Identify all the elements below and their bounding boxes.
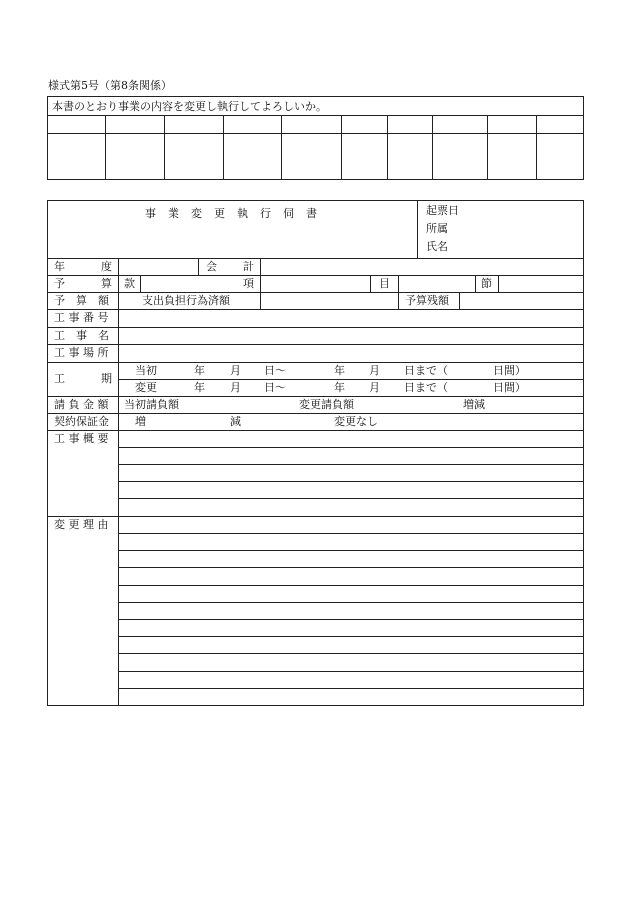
approval-table [47, 96, 584, 180]
stamp-cell[interactable] [537, 134, 584, 180]
document-page: 様式第5号（第8条関係） 本書のとおり事業の内容を変更し執行してよろしいか。 事 業 変 更 執 行 伺 書 起票日 所属 氏名 年 度 会 計 予 算 款 項 目 節 予 算 額 支出負担行為済額 予算残額 工 事 番 号 工 事 名 工 事 場 所 工 期 当初 年 月 日～ 年 月 日まで（ 日間） 変更 年 月 日～ 年 月 日まで（ 日間） 請 負 金 額 当初請負額 変更請負額 増減 契約保証金 増 減 変更なし 工 事 概 要 変 更 理 由 [0, 0, 630, 903]
stamp-cell[interactable] [342, 134, 388, 180]
koji-bango-label: 工 事 番 号 [54, 311, 109, 324]
stamp-header-cell[interactable] [433, 116, 488, 134]
koji-mei-label: 工 事 名 [54, 329, 109, 342]
shimei-label: 氏名 [426, 240, 448, 253]
tosho-ukeoi-label: 当初請負額 [124, 398, 179, 411]
moku-label: 目 [379, 277, 390, 290]
stamp-cell[interactable] [224, 134, 282, 180]
yosan-label-1: 予 [54, 277, 65, 290]
stamp-header-cell[interactable] [342, 116, 388, 134]
stamp-header-cell[interactable] [48, 116, 106, 134]
nendo-label-1: 年 [54, 260, 65, 273]
zougen-label: 増減 [463, 398, 485, 411]
yosanzan-label: 予算残額 [405, 294, 449, 307]
keiyaku-hosho-label: 契約保証金 [54, 415, 109, 428]
stamp-cell[interactable] [488, 134, 537, 180]
yosan-label-2: 算 [101, 277, 112, 290]
henko-riyu-label: 変 更 理 由 [54, 518, 109, 531]
kihyobi-label: 起票日 [426, 204, 459, 217]
approval-note: 本書のとおり事業の内容を変更し執行してよろしいか。 [52, 100, 327, 113]
gen-label: 減 [230, 415, 241, 428]
stamp-cell[interactable] [388, 134, 433, 180]
koji-gaiyo-label: 工 事 概 要 [54, 432, 109, 445]
koki-label-1: 工 [54, 372, 65, 385]
henko-nashi-label: 変更なし [334, 415, 378, 428]
koki-label-2: 期 [101, 372, 112, 385]
nendo-label-2: 度 [101, 260, 112, 273]
stamp-header-cell[interactable] [388, 116, 433, 134]
stamp-cell[interactable] [282, 134, 342, 180]
shishutsu-label: 支出負担行為済額 [142, 294, 230, 307]
ukeoi-kingaku-label: 請 負 金 額 [54, 398, 109, 411]
stamp-header-cell[interactable] [224, 116, 282, 134]
henko-ukeoi-label: 変更請負額 [299, 398, 354, 411]
stamp-header-cell[interactable] [106, 116, 165, 134]
kan-label: 款 [124, 277, 135, 290]
kou-label: 項 [243, 277, 254, 290]
stamp-header-cell[interactable] [488, 116, 537, 134]
approval-note-cell [48, 97, 584, 116]
stamp-cell[interactable] [433, 134, 488, 180]
shozoku-label: 所属 [426, 222, 448, 235]
setsu-label: 節 [481, 277, 492, 290]
kaikei-label-2: 計 [243, 260, 254, 273]
stamp-header-cell[interactable] [282, 116, 342, 134]
stamp-cell[interactable] [106, 134, 165, 180]
stamp-cell[interactable] [165, 134, 224, 180]
koji-basho-label: 工 事 場 所 [54, 346, 109, 359]
stamp-cell[interactable] [48, 134, 106, 180]
kaikei-label-1: 会 [206, 260, 217, 273]
stamp-header-cell[interactable] [165, 116, 224, 134]
zou-label: 増 [135, 415, 146, 428]
form-number: 様式第5号（第8条関係） [48, 79, 172, 92]
yosangaku-label: 予 算 額 [54, 294, 109, 307]
stamp-header-cell[interactable] [537, 116, 584, 134]
